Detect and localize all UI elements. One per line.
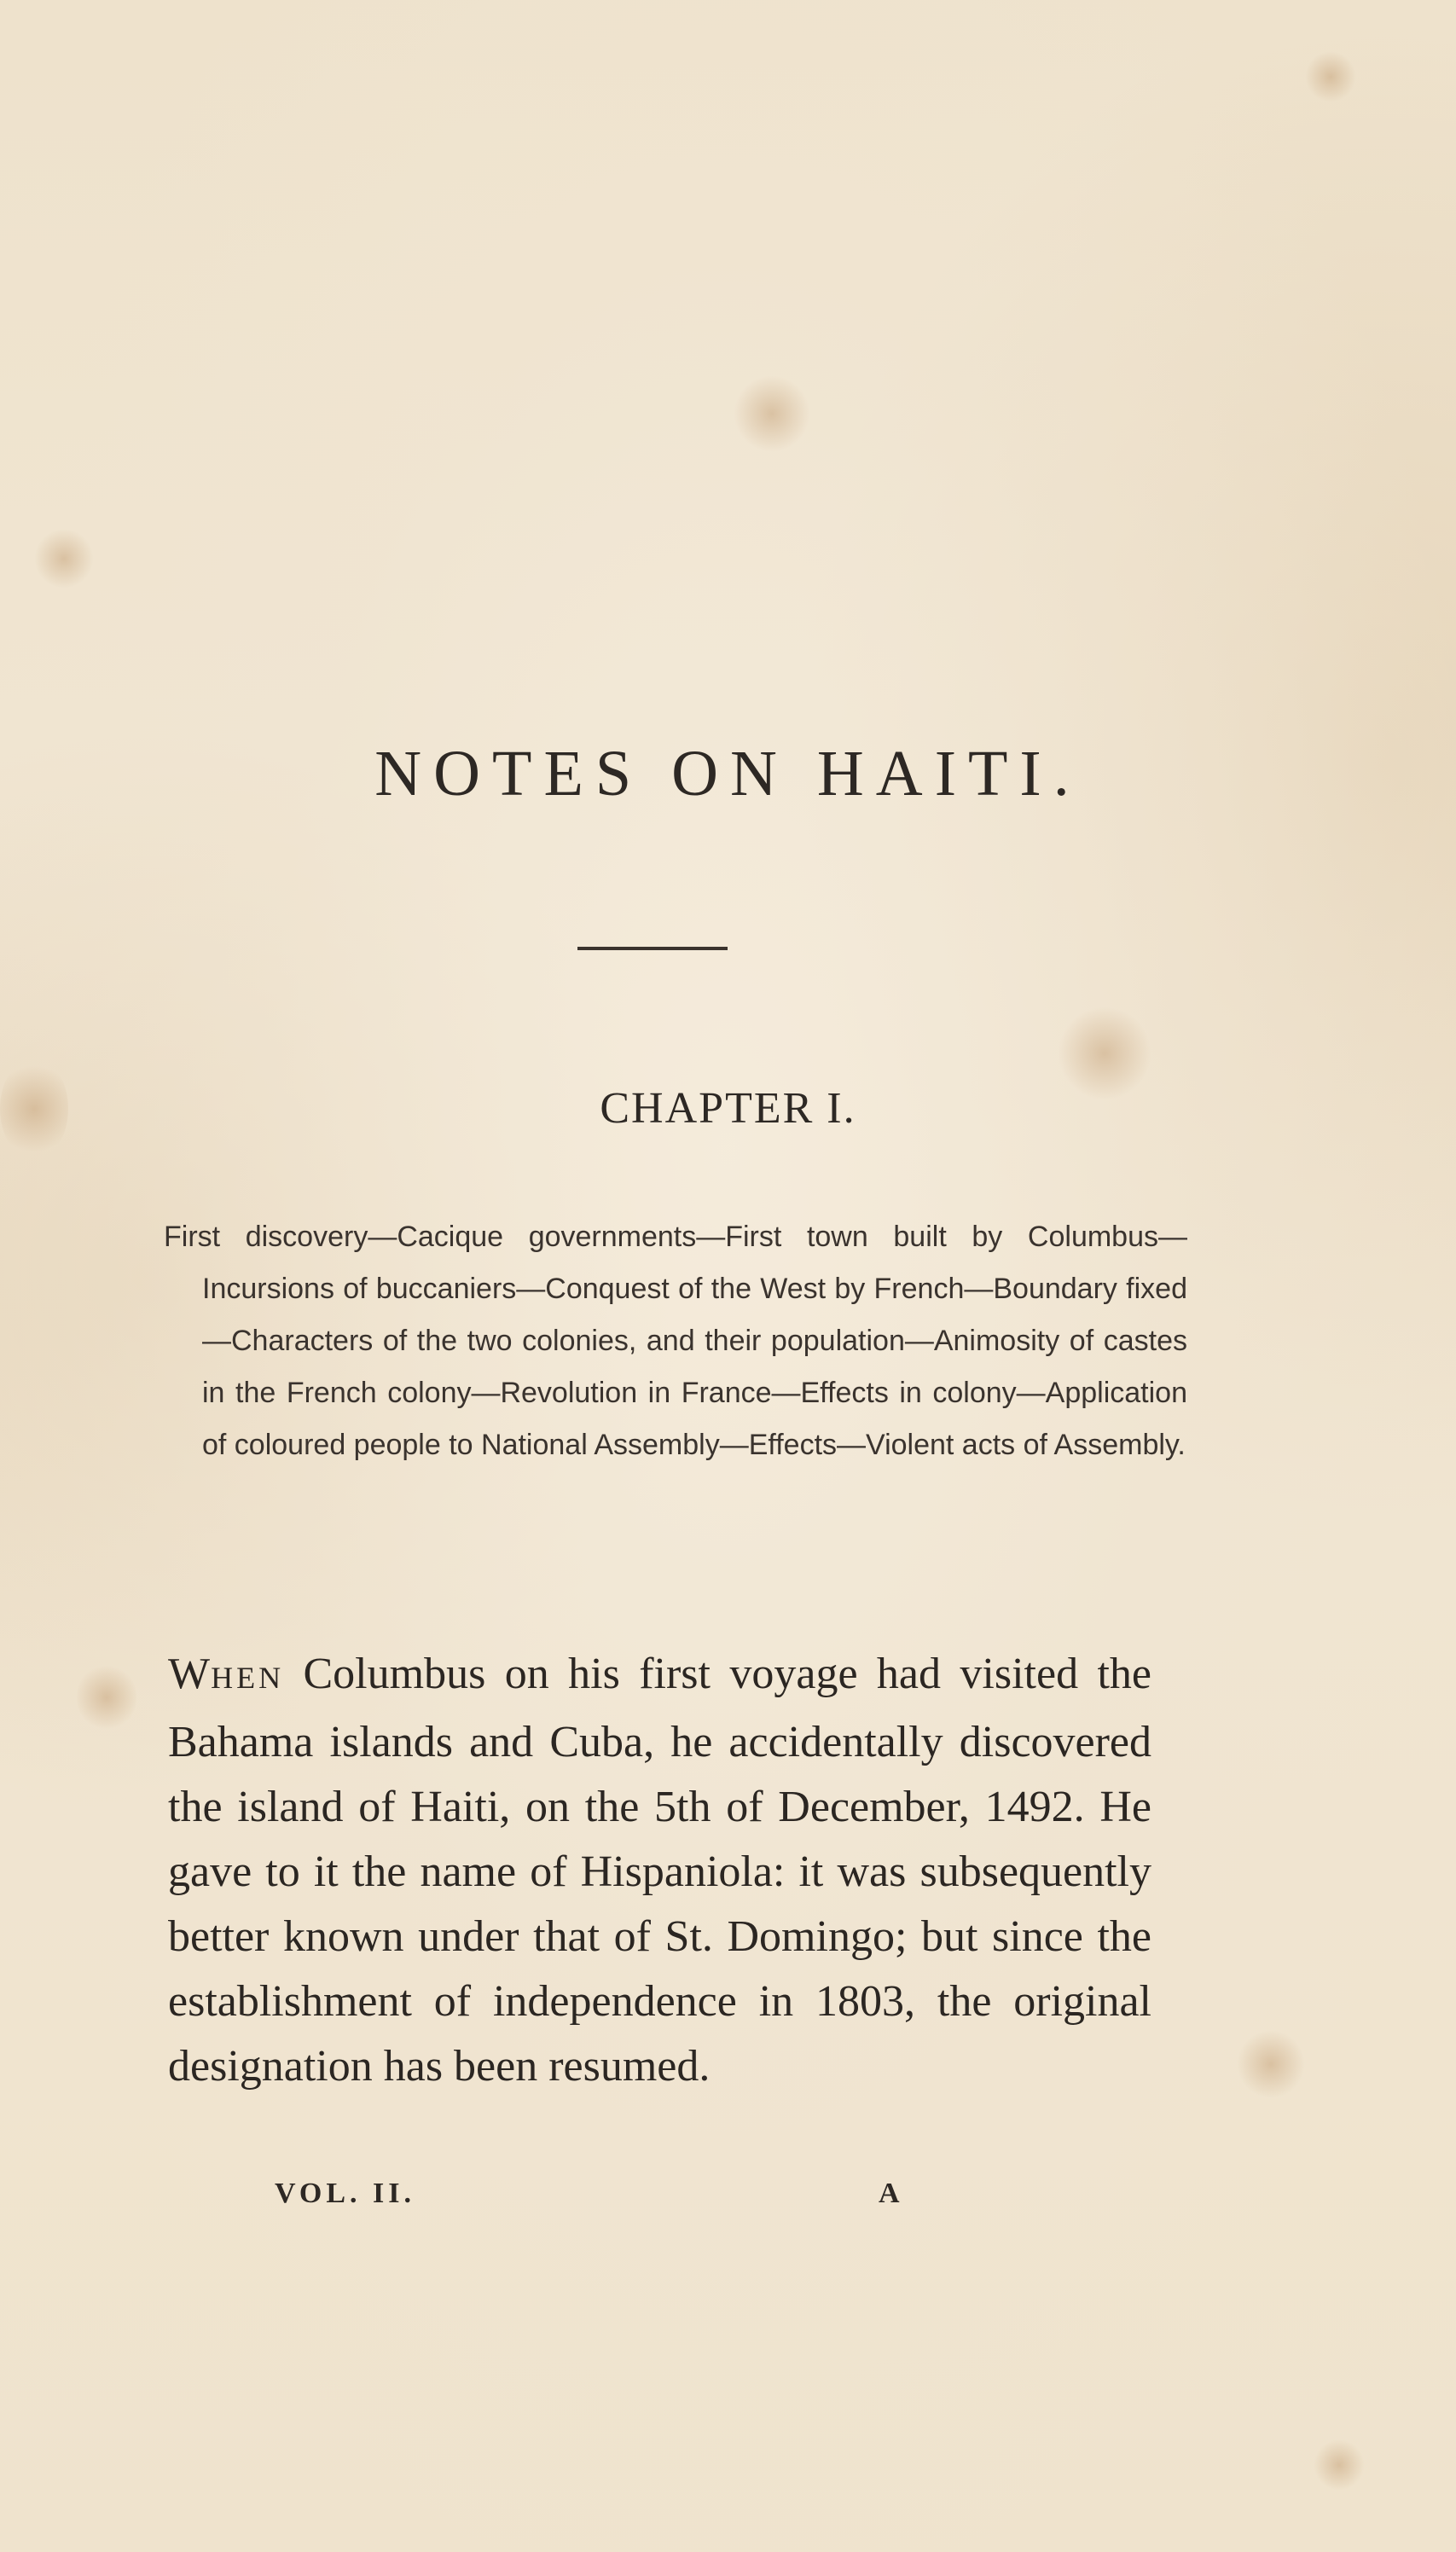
- foxing-spot: [734, 375, 810, 452]
- opening-smallcaps: HEN: [211, 1661, 285, 1695]
- foxing-spot: [1314, 2439, 1365, 2491]
- foxing-spot: [34, 529, 94, 589]
- opening-initial: W: [168, 1650, 212, 1698]
- chapter-heading: CHAPTER I.: [600, 1084, 856, 1133]
- footer-volume: VOL. II.: [275, 2178, 415, 2209]
- foxing-spot: [1305, 51, 1356, 102]
- chapter-synopsis: First discovery—Cacique governments—First town built by Columbus—Incursions of buccaniers—Conquest of the West by French—Boundary fixed—Characters of the two colonies, and their population—Animosity of castes in the French colony—Revolution in France—Effects in colony—Application of coloured people to National Assembly—Effects—Violent acts of Assembly.: [164, 1221, 1187, 1461]
- book-title: NOTES ON HAITI.: [374, 738, 1082, 809]
- foxing-spot: [1237, 2030, 1305, 2098]
- body-text: Columbus on his first voyage had visited the Bahama islands and Cuba, he accidentally discovered the island of Haiti, on the 5th of December, 1492. He gave to it the name of Hispaniola: it was subsequently better known under that of St. Domingo; but since the establishment of independence in 1803, the original designation has been resumed.: [168, 1650, 1151, 2091]
- title-rule: [577, 947, 728, 950]
- body-paragraph: [168, 1642, 1151, 2099]
- footer-signature-mark: A: [879, 2178, 900, 2209]
- foxing-spot: [77, 1663, 136, 1731]
